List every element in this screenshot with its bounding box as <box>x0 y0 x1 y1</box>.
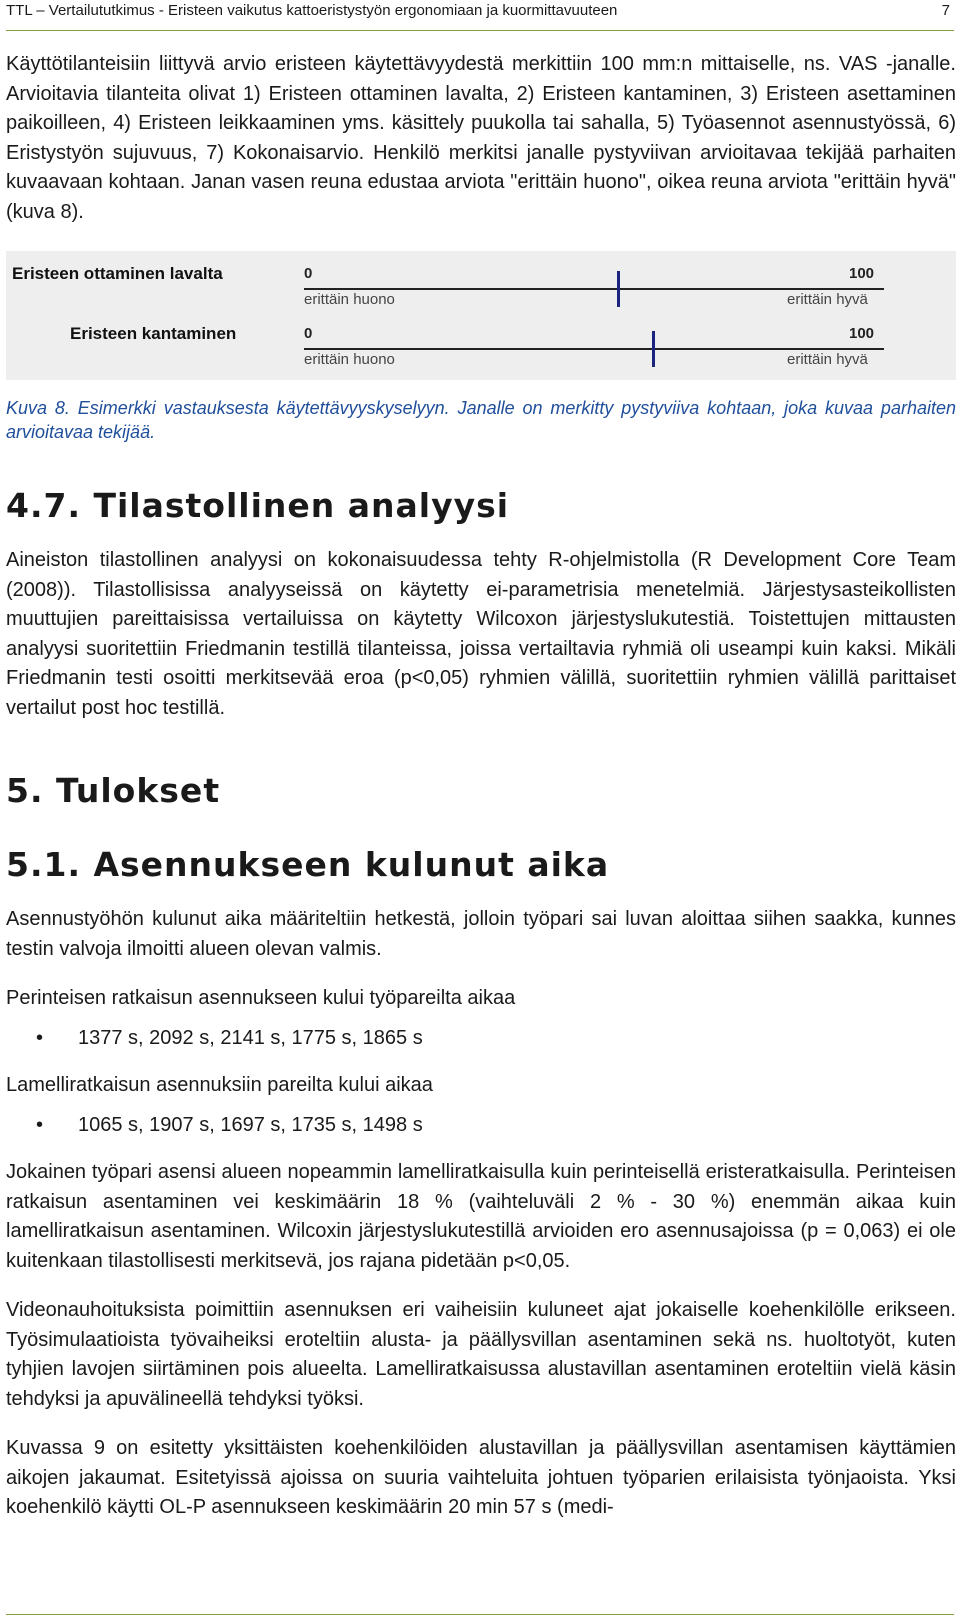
vas-row-1-marker <box>617 271 620 307</box>
vas-row-1-label: Eristeen ottaminen lavalta <box>12 264 223 283</box>
vas-figure <box>6 251 956 380</box>
vas-row-1-min: 0 <box>304 265 313 282</box>
vas-row-1-min-caption: erittäin huono <box>304 291 395 308</box>
vas-row-2-max-caption: erittäin hyvä <box>787 351 868 368</box>
vas-row-2-max: 100 <box>849 325 875 342</box>
vas-row-1-line <box>304 288 884 290</box>
list-item: • 1377 s, 2092 s, 2141 s, 1775 s, 1865 s <box>6 1024 956 1054</box>
list-item: • 1065 s, 1907 s, 1697 s, 1735 s, 1498 s <box>6 1111 956 1141</box>
intro-paragraph: Käyttötilanteisiin liittyvä arvio eristeen käytettävyydestä merkittiin 100 mm:n mittaiselle, ns. VAS -janalle. Arvioitavia tilanteita olivat 1) Eristeen ottaminen lavalta, 2) Eristeen kantaminen, 3) Eristeen asettaminen paikoilleen, 4) Eristeen leikkaaminen yms. käsittely puukolla tai sahalla, 5) Työasennot asennustyössä, 6) Eristystyön sujuvuus, 7) Kokonaisarvio. Henkilö merkitsi janalle pystyviivan arvioitavaa tekijää parhaiten kuvaavaan kohtaan. Janan vasen reuna edustaa arviota "erittäin huono", oikea reuna arviota "erittäin hyvä" (kuva 8). <box>6 53 956 223</box>
vas-row-1-max-caption: erittäin hyvä <box>787 291 868 308</box>
lamelli-times-list <box>6 1111 956 1141</box>
footer-rule <box>6 1614 954 1615</box>
header-title: TTL – Vertailututkimus - Eristeen vaikutus kattoeristystyön ergonomiaan ja kuormittavuuteen <box>6 2 618 19</box>
traditional-times-list <box>6 1024 956 1054</box>
vas-row-2-line <box>304 348 884 350</box>
section-5-1-p2: Perinteisen ratkaisun asennukseen kului työpareilta aikaa <box>6 987 516 1009</box>
section-5-1-p1: Asennustyöhön kulunut aika määriteltiin hetkestä, jolloin työpari sai luvan aloittaa siihen saakka, kunnes testin valvoja ilmoitti alueen olevan valmis. <box>6 908 956 960</box>
page-number: 7 <box>941 2 950 19</box>
section-4-7-heading: 4.7. Tilastollinen analyysi <box>6 486 510 525</box>
vas-row-2-marker <box>652 331 655 367</box>
vas-row-2-min-caption: erittäin huono <box>304 351 395 368</box>
section-5-1-p3: Lamelliratkaisun asennuksiin pareilta kului aikaa <box>6 1074 433 1096</box>
section-5-heading: 5. Tulokset <box>6 771 221 810</box>
section-4-7-paragraph: Aineiston tilastollinen analyysi on kokonaisuudessa tehty R-ohjelmistolla (R Development Core Team (2008)). Tilastollisissa analyyseissä on käytetty ei-parametrisia menetelmiä. Järjestysasteikollisten muuttujien pareittaisissa vertailuissa on käytetty Wilcoxon järjestyslukutestiä. Toistettujen mittausten analyysi suoritettiin Friedmanin testillä tilanteissa, joissa vertailtavia ryhmiä oli useampi kuin kaksi. Mikäli Friedmanin testi osoitti merkitsevää eroa (p<0,05) ryhmien välillä, suoritettiin ryhmien välillä parittaiset vertailut post hoc testillä. <box>6 549 956 719</box>
section-5-1-p6: Kuvassa 9 on esitetty yksittäisten koehenkilöiden alustavillan ja päällysvillan asentamisen käyttämien aikojen jakaumat. Esitetyissä ajoissa on suuria vaihteluita johtuen työparien erilaisista työnjaoista. Yksi koehenkilö käytti OL-P asennukseen keskimäärin 20 min 57 s (medi- <box>6 1437 956 1518</box>
section-5-1-p4: Jokainen työpari asensi alueen nopeammin lamelliratkaisulla kuin perinteisellä eristeratkaisulla. Perinteisen ratkaisun asentaminen vei keskimäärin 18 % (vaihteluväli 2 % - 30 %) enemmän aikaa kuin lamelliratkaisun asentaminen. Wilcoxin järjestyslukutestillä arvioiden ero asennusajoissa (p = 0,063) ei ole kuitenkaan tilastollisesti merkitsevä, jos rajana pidetään p<0,05. <box>6 1161 956 1272</box>
page-content <box>6 50 956 1523</box>
vas-row-2-min: 0 <box>304 325 313 342</box>
section-5-1-p5: Videonauhoituksista poimittiin asennuksen eri vaiheisiin kuluneet ajat jokaiselle koehenkilölle erikseen. Työsimulaatioista työvaiheiksi eroteltiin alusta- ja päällysvillan asentaminen sekä ns. huoltotyöt, kuten tyhjien lavojen siirtäminen pois alueelta. Lamelliratkaisussa alustavillan asentaminen eroteltiin vielä käsin tehdyksi ja apuvälineellä tehdyksi työksi. <box>6 1299 956 1410</box>
page-header <box>6 0 954 31</box>
figure-caption: Kuva 8. Esimerkki vastauksesta käytettävyyskyselyyn. Janalle on merkitty pystyviiva kohtaan, joka kuvaa parhaiten arvioitavaa tekijää. <box>6 398 956 442</box>
section-5-1-heading: 5.1. Asennukseen kulunut aika <box>6 845 610 884</box>
vas-row-1-max: 100 <box>849 265 875 282</box>
vas-row-2-label: Eristeen kantaminen <box>70 324 237 343</box>
